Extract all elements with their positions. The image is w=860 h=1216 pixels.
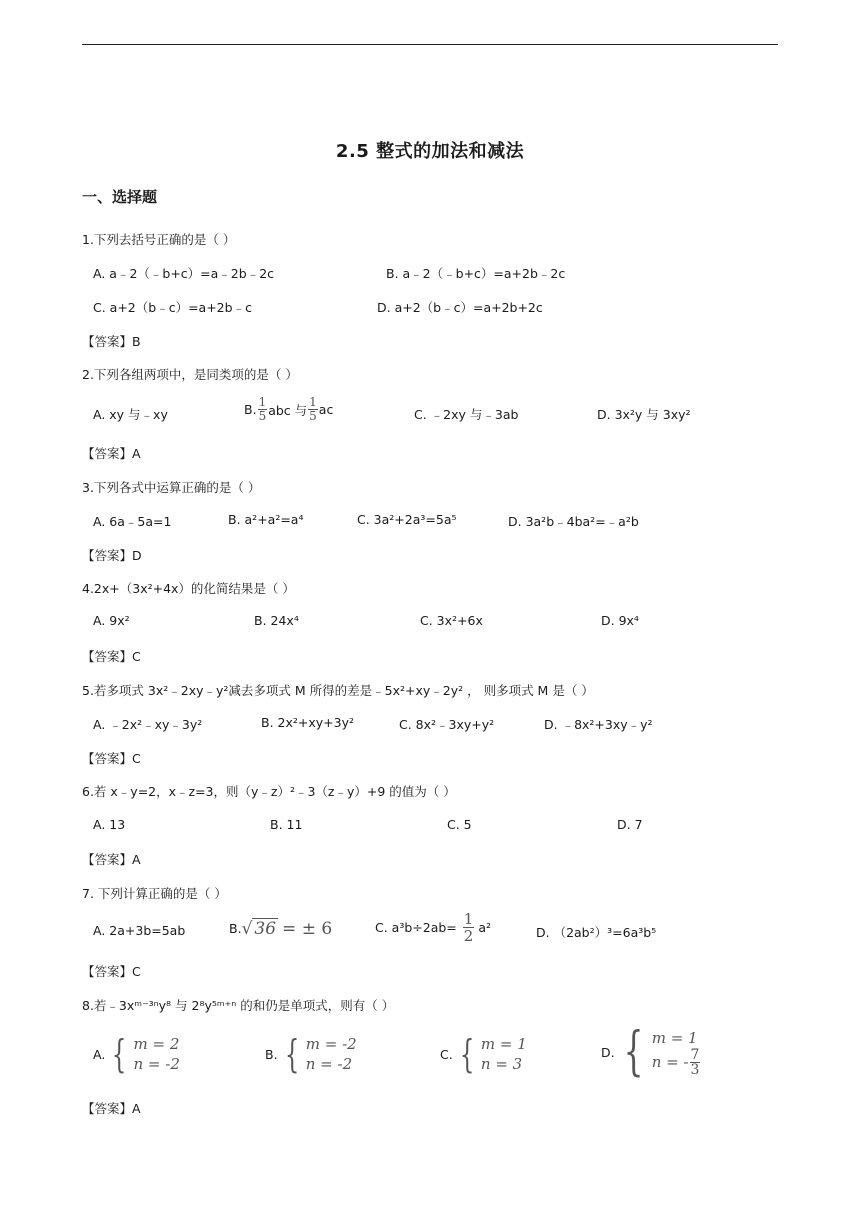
question-7-answer: 【答案】C xyxy=(82,964,141,979)
question-4-option-c: C. 3x²+6x xyxy=(420,613,483,628)
question-3-option-d: D. 3a²b﹣4ba²=﹣a²b xyxy=(508,514,639,529)
equation-system xyxy=(280,1034,357,1074)
fraction-denominator: 3 xyxy=(690,1061,700,1078)
question-3-option-b: B. a²+a²=a⁴ xyxy=(228,512,304,527)
question-2-option-d: D. 3x²y 与 3xy² xyxy=(597,407,691,422)
page-title: 2.5 整式的加法和减法 xyxy=(335,141,525,162)
fraction-denominator: 2 xyxy=(463,927,474,945)
question-7-option-b xyxy=(229,918,332,939)
question-1-stem: 1.下列去括号正确的是（ ） xyxy=(82,232,236,247)
question-5-answer: 【答案】C xyxy=(82,751,141,766)
fraction xyxy=(463,911,475,944)
question-7-option-c xyxy=(375,911,491,944)
option-text: ac xyxy=(318,402,334,417)
fraction xyxy=(308,396,318,423)
question-1-answer: 【答案】B xyxy=(82,334,141,349)
equation-line: m = 1 xyxy=(480,1035,527,1053)
question-6-answer: 【答案】A xyxy=(82,852,141,867)
question-4-stem: 4.2x+（3x²+4x）的化简结果是（ ） xyxy=(82,581,295,596)
option-label: B. xyxy=(265,1046,278,1062)
question-2-stem: 2.下列各组两项中，是同类项的是（ ） xyxy=(82,367,298,382)
question-3-option-c: C. 3a²+2a³=5a⁵ xyxy=(357,512,457,527)
question-5-option-b: B. 2x²+xy+3y² xyxy=(261,715,354,730)
brace-icon: { xyxy=(284,1032,299,1076)
question-2-option-a: A. xy 与﹣xy xyxy=(93,407,168,422)
fraction-numerator: 1 xyxy=(258,395,267,409)
question-8-answer: 【答案】A xyxy=(82,1101,141,1116)
fraction xyxy=(258,396,268,423)
option-label: C. xyxy=(440,1046,453,1062)
question-3-answer: 【答案】D xyxy=(82,548,142,563)
question-8-option-a xyxy=(93,1034,180,1074)
question-7-option-d: D. （2ab²）³=6a³b⁵ xyxy=(536,925,657,940)
equation-line: n = -2 xyxy=(305,1055,353,1073)
option-text: C. a³b÷2ab= xyxy=(375,920,457,935)
question-2-option-c: C. ﹣2xy 与﹣3ab xyxy=(414,407,519,422)
question-5-option-a: A. ﹣2x²﹣xy﹣3y² xyxy=(93,717,203,732)
brace-icon: { xyxy=(459,1032,475,1076)
question-2-answer: 【答案】A xyxy=(82,446,141,461)
option-label: B. xyxy=(244,402,257,417)
sqrt-rhs: = ± 6 xyxy=(282,918,333,939)
question-6-option-b: B. 11 xyxy=(270,817,303,832)
equation-line: n = -2 xyxy=(133,1055,180,1073)
question-8-option-d xyxy=(601,1022,701,1082)
question-5-option-d: D. ﹣8x²+3xy﹣y² xyxy=(544,717,653,732)
equation-line: n = - xyxy=(651,1053,689,1071)
equation-line: m = -2 xyxy=(305,1035,357,1053)
question-6-stem: 6.若 x﹣y=2，x﹣z=3，则（y﹣z）²﹣3（z﹣y）+9 的值为（ ） xyxy=(82,784,456,799)
fraction xyxy=(690,1048,701,1077)
question-7-option-a: A. 2a+3b=5ab xyxy=(93,923,186,938)
brace-icon: { xyxy=(623,1022,644,1082)
question-5-stem: 5.若多项式 3x²﹣2xy﹣y²减去多项式 M 所得的差是﹣5x²+xy﹣2y² ， 则多项式 M 是（ ） xyxy=(82,683,594,698)
brace-icon: { xyxy=(112,1032,127,1076)
header-rule xyxy=(82,44,778,45)
fraction-numerator: 1 xyxy=(309,395,317,409)
fraction-denominator: 5 xyxy=(258,409,267,423)
question-4-answer: 【答案】C xyxy=(82,649,141,664)
fraction-numerator: 1 xyxy=(463,910,474,928)
question-6-option-c: C. 5 xyxy=(447,817,472,832)
question-3-stem: 3.下列各式中运算正确的是（ ） xyxy=(82,480,261,495)
question-7-stem: 7. 下列计算正确的是（ ） xyxy=(82,886,227,901)
question-3-option-a: A. 6a﹣5a=1 xyxy=(93,514,172,529)
question-1-option-b: B. a﹣2（﹣b+c）=a+2b﹣2c xyxy=(386,266,566,281)
radical-icon: √ xyxy=(241,918,253,939)
option-text: a² xyxy=(478,920,491,935)
section-heading: 一、选择题 xyxy=(82,188,158,206)
question-1-option-a: A. a﹣2（﹣b+c）=a﹣2b﹣2c xyxy=(93,266,275,281)
question-6-option-d: D. 7 xyxy=(617,817,643,832)
option-label: B. xyxy=(229,921,242,936)
square-root xyxy=(242,918,333,939)
radicand: 36 xyxy=(254,919,277,939)
question-4-option-b: B. 24x⁴ xyxy=(254,613,299,628)
equation-line: m = 2 xyxy=(133,1035,180,1053)
equation-system xyxy=(617,1022,702,1082)
question-4-option-a: A. 9x² xyxy=(93,613,130,628)
equation-line: m = 1 xyxy=(651,1028,698,1047)
equation-system xyxy=(455,1034,527,1074)
equation-system xyxy=(107,1034,180,1074)
fraction-denominator: 5 xyxy=(309,409,317,423)
question-4-option-d: D. 9x⁴ xyxy=(601,613,639,628)
question-8-option-b xyxy=(265,1034,357,1074)
question-1-option-d: D. a+2（b﹣c）=a+2b+2c xyxy=(377,300,543,315)
fraction-numerator: 7 xyxy=(690,1046,700,1063)
question-5-option-c: C. 8x²﹣3xy+y² xyxy=(399,717,495,732)
option-label: A. xyxy=(93,1046,106,1062)
question-8-stem: 8.若﹣3xᵐ⁻³ⁿy⁸ 与 2⁸y⁵ᵐ⁺ⁿ 的和仍是单项式，则有（ ） xyxy=(82,998,395,1013)
option-text: abc 与 xyxy=(268,402,308,418)
equation-line: n = 3 xyxy=(480,1055,523,1073)
question-6-option-a: A. 13 xyxy=(93,817,126,832)
question-1-option-c: C. a+2（b﹣c）=a+2b﹣c xyxy=(93,300,252,315)
question-8-option-c xyxy=(440,1034,527,1074)
option-label: D. xyxy=(601,1044,615,1060)
question-2-option-b xyxy=(244,396,333,423)
